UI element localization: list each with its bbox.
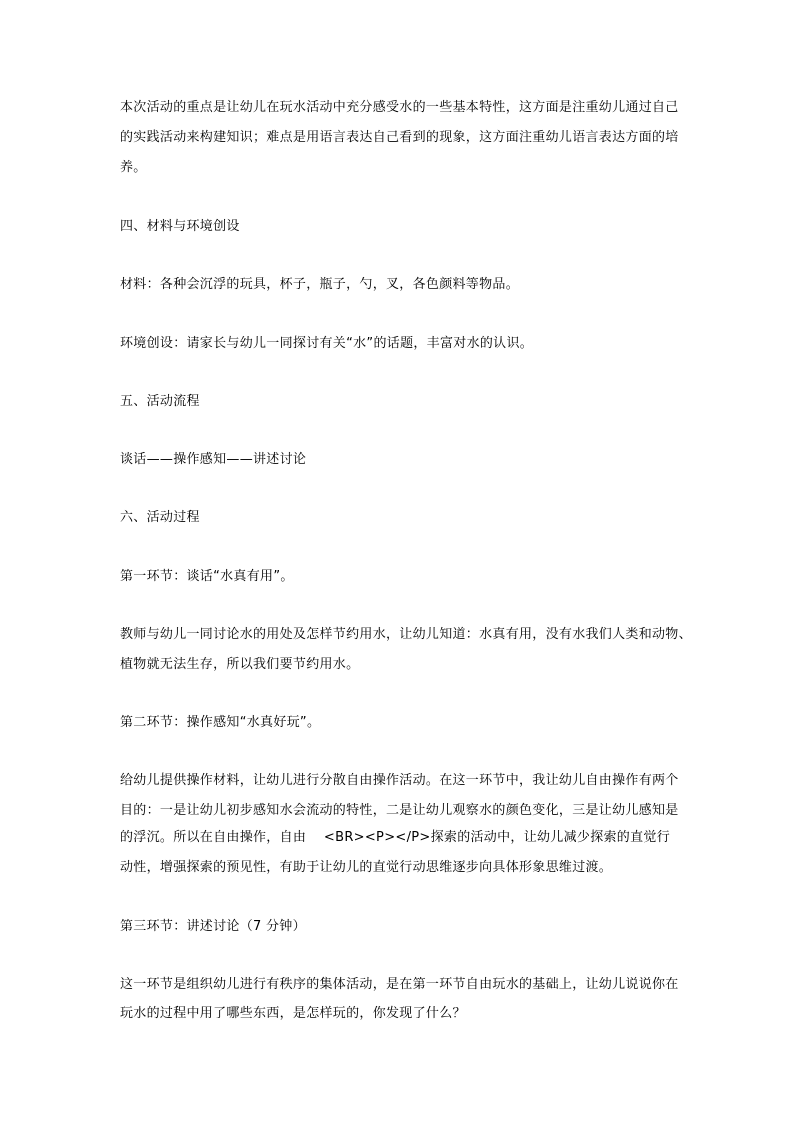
- paragraph-line: 这一环节是组织幼儿进行有秩序的集体活动，是在第一环节自由玩水的基础上，让幼儿说说你在: [120, 977, 679, 992]
- step-heading: 第三环节：讲述讨论（7 分钟）: [120, 919, 306, 934]
- section-heading: 五、活动流程: [120, 394, 200, 409]
- section-heading: 四、材料与环境创设: [120, 219, 240, 234]
- paragraph-line: 养。: [120, 160, 147, 175]
- section-heading: 六、活动过程: [120, 510, 200, 525]
- paragraph-line: 教师与幼儿一同讨论水的用处及怎样节约用水，让幼儿知道：水真有用，没有水我们人类和动物、: [120, 627, 692, 642]
- paragraph-line: 的实践活动来构建知识；难点是用语言表达自己看到的现象，这方面注重幼儿语言表达方面的培: [120, 130, 679, 145]
- paragraph-line: 材料：各种会沉浮的玩具，杯子，瓶子，勺，叉，各色颜料等物品。: [120, 277, 520, 292]
- paragraph-line: 玩水的过程中用了哪些东西，是怎样玩的，你发现了什么？: [120, 1006, 466, 1021]
- paragraph-line: 动性，增强探索的预见性，有助于让幼儿的直觉行动思维逐步向具体形象思维过渡。: [120, 860, 613, 875]
- step-heading: 第二环节：操作感知“水真好玩”。: [120, 715, 321, 730]
- paragraph-line: 目的：一是让幼儿初步感知水会流动的特性，二是让幼儿观察水的颜色变化，三是让幼儿感知是: [120, 803, 679, 818]
- paragraph-line: 本次活动的重点是让幼儿在玩水活动中充分感受水的一些基本特性，这方面是注重幼儿通过自己: [120, 100, 679, 115]
- paragraph-line: 谈话——操作感知——讲述讨论: [120, 452, 307, 467]
- step-heading: 第一环节：谈话“水真有用”。: [120, 569, 294, 584]
- paragraph-line: 环境创设：请家长与幼儿一同探讨有关“水”的话题，丰富对水的认识。: [120, 336, 534, 351]
- paragraph-line: 给幼儿提供操作材料，让幼儿进行分散自由操作活动。在这一环节中，我让幼儿自由操作有两个: [120, 773, 679, 788]
- paragraph-line: 的浮沉。所以在自由操作，自由 <BR><P></P>探索的活动中，让幼儿减少探索的直觉行: [120, 830, 670, 845]
- paragraph-line: 植物就无法生存，所以我们要节约用水。: [120, 657, 360, 672]
